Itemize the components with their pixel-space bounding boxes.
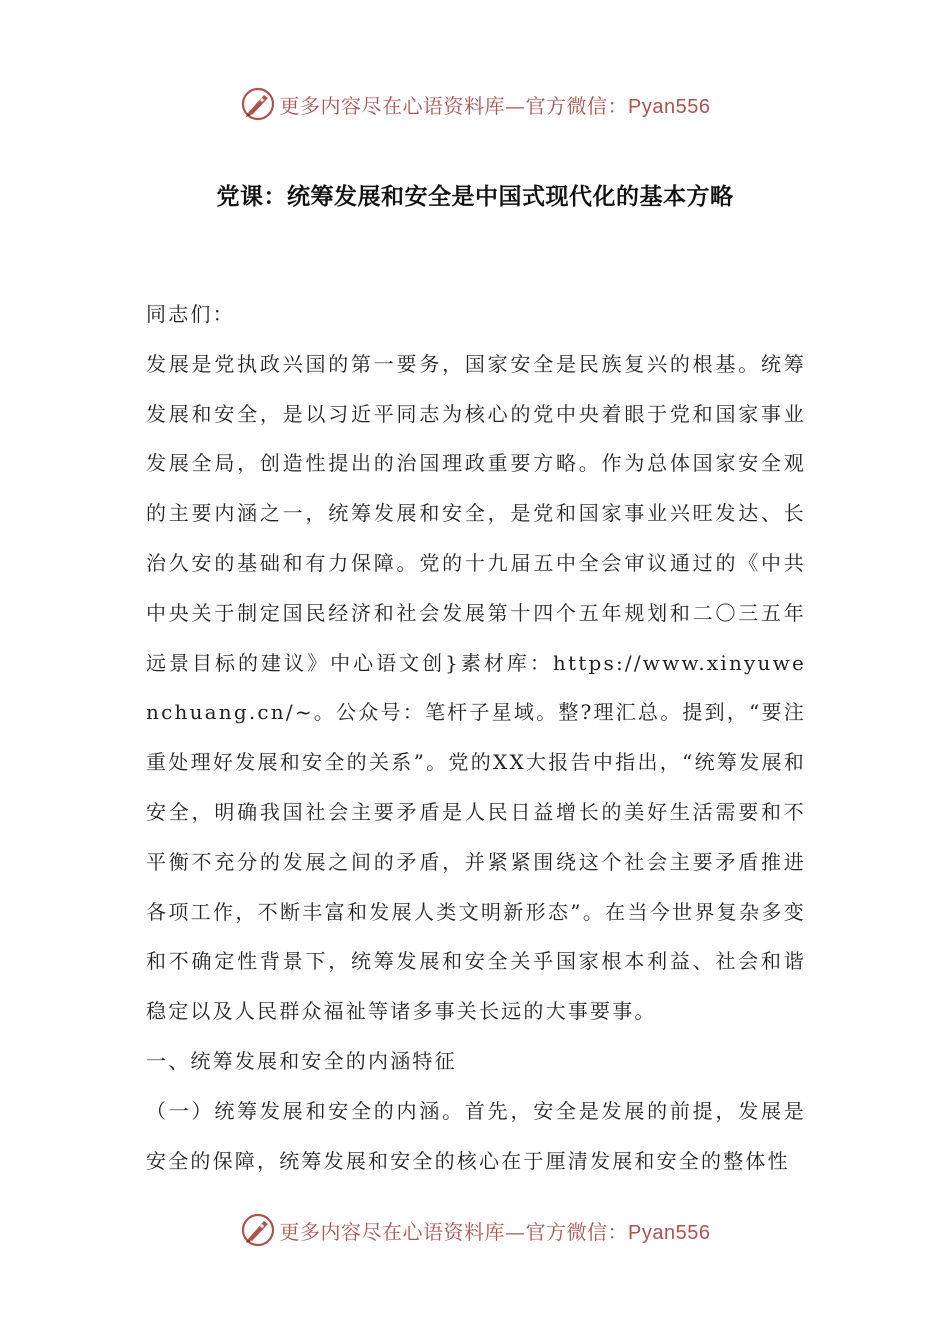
watermark-label: 更多内容尽在心语资料库—官方微信： bbox=[279, 1219, 629, 1244]
pen-nib-icon bbox=[240, 86, 276, 122]
document-title: 党课：统筹发展和安全是中国式现代化的基本方略 bbox=[216, 184, 734, 210]
footer-watermark bbox=[0, 1210, 950, 1250]
header-watermark bbox=[0, 84, 950, 124]
section-heading: 一、统筹发展和安全的内涵特征 bbox=[146, 1048, 457, 1073]
greeting: 同志们： bbox=[146, 302, 235, 326]
paragraph-1: 发展是党执政兴国的第一要务，国家安全是民族复兴的根基。统筹发展和安全，是以习近平同志为核心的党中央着眼于党和国家事业发展全局，创造性提出的治国理政重要方略。作为总体国家安全观的主要内涵之一，统筹发展和安全，是党和国家事业兴旺发达、长治久安的基础和有力保障。党的十九届五中全会审议通过的《中共中央关于制定国民经济和社会发展第十四个五年规划和二〇三五年远景目标的建议》中心语文创}素材库：https://www.xinyuwenchuang.cn/~。公众号：笔杆子星域。整?理汇总。提到，“要注重处理好发展和安全的关系”。党的XX大报告中指出，“统筹发展和安全，明确我国社会主要矛盾是人民日益增长的美好生活需要和不平衡不充分的发展之间的矛盾，并紧紧围绕这个社会主要矛盾推进各项工作，不断丰富和发展人类文明新形态”。在当今世界复杂多变和不确定性背景下，统筹发展和安全关乎国家根本利益、社会和谐稳定以及人民群众福祉等诸多事关长远的大事要事。 bbox=[146, 351, 806, 1024]
subsection-paragraph: （一）统筹发展和安全的内涵。首先，安全是发展的前提，发展是安全的保障，统筹发展和安全的核心在于厘清发展和安全的整体性 bbox=[146, 1098, 806, 1173]
watermark-text bbox=[280, 1216, 711, 1245]
document-body bbox=[146, 290, 806, 1186]
pen-nib-icon bbox=[240, 1212, 276, 1248]
watermark-wechat-id: Pyan556 bbox=[628, 1221, 711, 1244]
watermark-label: 更多内容尽在心语资料库—官方微信： bbox=[279, 93, 629, 118]
watermark-wechat-id: Pyan556 bbox=[628, 95, 711, 118]
watermark-text bbox=[280, 90, 711, 119]
